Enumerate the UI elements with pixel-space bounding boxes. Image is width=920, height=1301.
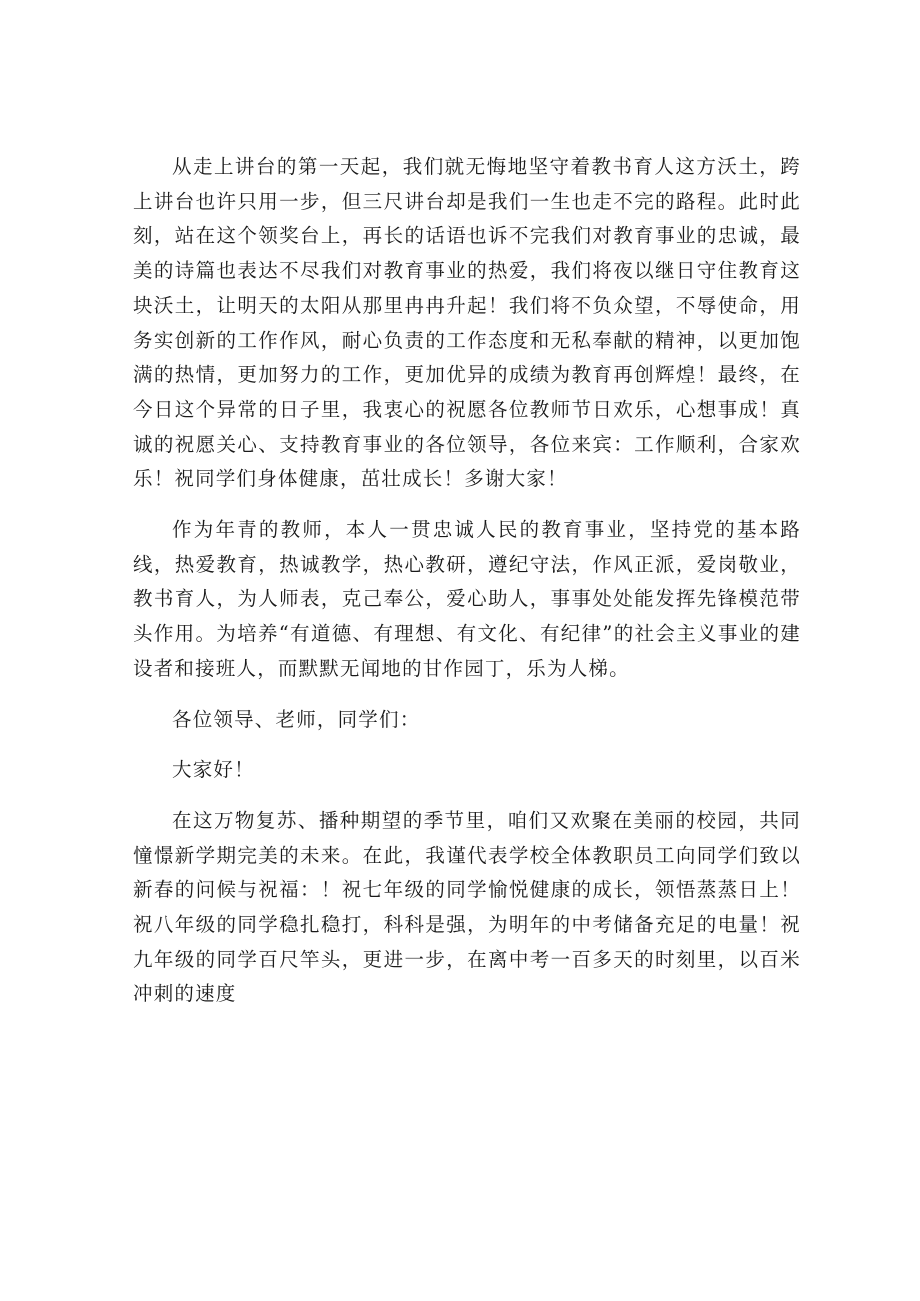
paragraph-salutation: 各位领导、老师，同学们： (172, 707, 421, 731)
paragraph-greeting: 大家好！ (172, 758, 255, 782)
paragraph-new-semester: 在这万物复苏、播种期望的季节里，咱们又欢聚在美丽的校园，共同憧憬新学期完美的未来。在此，我谨代表学校全体教职员工向同学们致以新春的问候与祝福：！祝七年级的同学愉悦健康的成长，领悟蒸蒸日上！祝八年级的同学稳扎稳打，科科是强，为明年的中考储备充足的电量！祝九年级的同学百尺竿头，更进一步，在离中考一百多天的时刻里，以百米冲刺的速度 (133, 808, 801, 1006)
document-body (133, 150, 801, 1012)
paragraph-commitment: 从走上讲台的第一天起，我们就无悔地坚守着教书育人这方沃土，跨上讲台也许只用一步，但三尺讲台却是我们一生也走不完的路程。此时此刻，站在这个领奖台上，再长的话语也诉不完我们对教育事业的忠诚，最美的诗篇也表达不尽我们对教育事业的热爱，我们将夜以继日守住教育这块沃土，让明天的太阳从那里冉冉升起！我们将不负众望，不辱使命，用务实创新的工作作风，耐心负责的工作态度和无私奉献的精神，以更加饱满的热情，更加努力的工作，更加优异的成绩为教育再创辉煌！最终，在今日这个异常的日子里，我衷心的祝愿各位教师节日欢乐，心想事成！真诚的祝愿关心、支持教育事业的各位领导，各位来宾：工作顺利，合家欢乐！祝同学们身体健康，茁壮成长！多谢大家！ (133, 155, 801, 491)
paragraph-teacher-profile: 作为年青的教师，本人一贯忠诚人民的教育事业，坚持党的基本路线，热爱教育，热诚教学，热心教研，遵纪守法，作风正派，爱岗敬业，教书育人，为人师表，克己奉公，爱心助人，事事处处能发挥先锋模范带头作用。为培养“有道德、有理想、有文化、有纪律”的社会主义事业的建设者和接班人，而默默无闻地的甘作园丁，乐为人梯。 (133, 518, 801, 680)
